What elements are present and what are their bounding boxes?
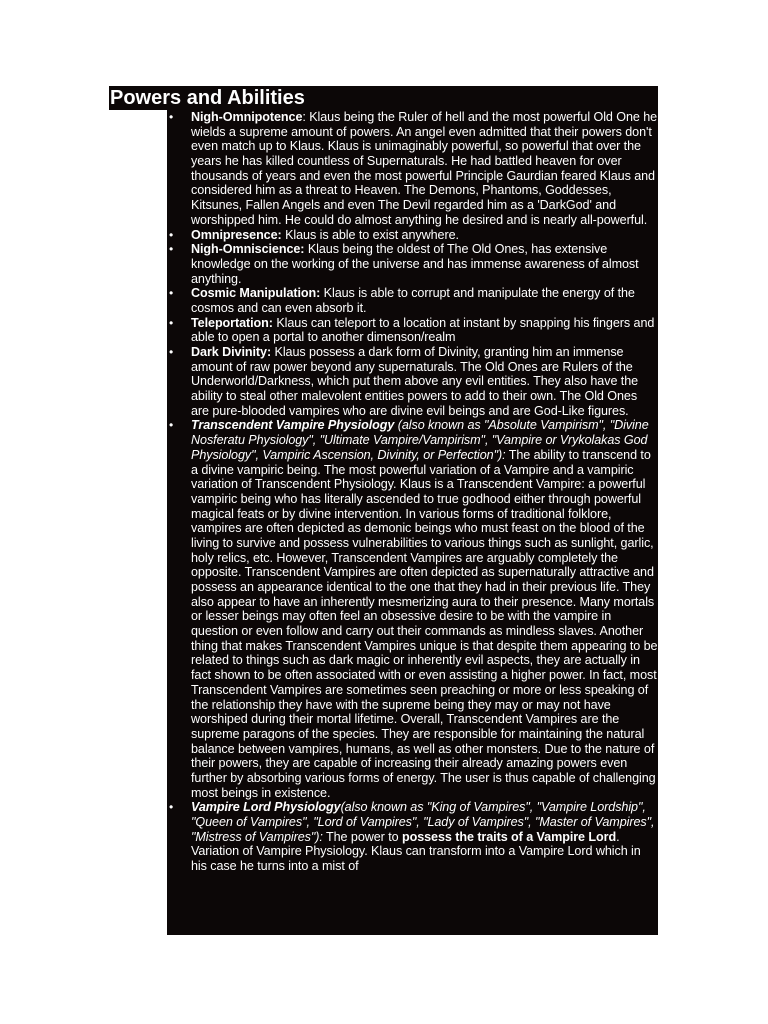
bullet-icon: • [169, 242, 174, 257]
abilities-block [167, 110, 658, 935]
ability-aliases: (also known as "Absolute Vampirism", "Divine Nosferatu Physiology", "Ultimate Vampire/Vampirism", "Vampire or Vrykolakas God Physiology", Vampiric Ascension, Divinity, or Perfection"): [191, 418, 649, 462]
ability-item-nigh-omniscience [169, 242, 658, 286]
ability-description-end: . Variation of Vampire Physiology. Klaus can transform into a Vampire Lord which in his case he turns into a mist of [191, 829, 641, 874]
ability-item-omnipresence [169, 227, 658, 243]
ability-aliases: (also known as "King of Vampires", "Vampire Lordship", "Queen of Vampires", "Lord of Vampires", "Lady of Vampires", "Master of Vampires", "Mistress of Vampires"): [191, 800, 655, 844]
ability-name: Vampire Lord Physiology [191, 800, 341, 815]
bullet-icon: • [169, 418, 174, 433]
bullet-icon: • [169, 315, 174, 330]
abilities-list [167, 110, 658, 874]
ability-name-separator: : [302, 110, 310, 124]
ability-name: Cosmic Manipulation: [191, 286, 321, 301]
ability-name: Nigh-Omniscience: [191, 242, 305, 257]
ability-emphasis: possess the traits of a Vampire Lord [401, 829, 617, 844]
ability-name: Nigh-Omnipotence [191, 110, 303, 124]
bullet-icon: • [169, 345, 174, 359]
bullet-icon: • [169, 227, 174, 242]
ability-item-nigh-omnipotence [169, 110, 658, 228]
ability-item-teleportation [169, 315, 658, 345]
bullet-icon: • [169, 110, 174, 124]
ability-description: The power to [322, 829, 402, 844]
bullet-icon: • [169, 800, 174, 815]
ability-item-transcendent-vampire-physiology [169, 418, 658, 800]
ability-name: Omnipresence: [191, 227, 282, 242]
ability-name: Teleportation: [191, 315, 273, 330]
ability-description: Klaus being the oldest of The Old Ones, has extensive knowledge on the working of the universe and has immense awareness of almost anything. [191, 242, 639, 286]
ability-description: Klaus is able to exist anywhere. [281, 227, 459, 242]
ability-description: Klaus can teleport to a location at instant by snapping his fingers and able to open a portal to another dimenson/realm [191, 315, 655, 345]
ability-item-cosmic-manipulation [169, 286, 658, 315]
ability-name: Transcendent Vampire Physiology [191, 418, 395, 433]
ability-item-dark-divinity [169, 345, 658, 418]
ability-description: Klaus is able to corrupt and manipulate the energy of the cosmos and can even absorb it. [191, 286, 635, 315]
ability-description: Klaus possess a dark form of Divinity, granting him an immense amount of raw power beyond any supernaturals. The Old Ones are Rulers of the Underworld/Darkness, which put them above any evil entities. They also have the ability to steal other malevolent entities powers to add to their own. The Old Ones are pure-blooded vampires who are divine evil beings and are God-Like figures. [191, 345, 639, 418]
ability-description: The ability to transcend to a divine vampiric being. The most powerful variation of a Vampire and a vampiric variation of Transcendent Physiology. Klaus is a Transcendent Vampire: a powerful vampiric being who has literally ascended to true godhood either through powerful magical feats or by divine intervention. In various forms of traditional folklore, vampires are often depicted as demonic beings who must feast on the blood of the living to survive and possess vulnerabilities to various things such as sunlight, garlic, holy relics, etc. However, Transcendent Vampires are arguably completely the opposite. Transcendent Vampires are often depicted as supernaturally attractive and possess an appearance identical to the one that they had in their previous life. They also appear to have an inherently mesmerizing aura to their presence. Many mortals or lesser beings may often feel an obsessive desire to be with the vampire in question or even follow and carry out their commands as mindless slaves. Another thing that makes Transcendent Vampires unique is that despite them appearing to be related to things such as dark magic or inherently evil aspects, they are actually in fact shown to be often associated with or even assisting a higher power. In fact, most Transcendent Vampires are sometimes seen preaching or more or less speaking of the relationship they have with the supreme being they may or may not have worshiped during their mortal lifetime. Overall, Transcendent Vampires are the supreme paragons of the species. They are responsible for maintaining the natural balance between vampires, humans, as well as other monsters. Due to the nature of their powers, they are capable of increasing their already amazing powers even further by absorbing various forms of energy. The user is thus capable of challenging most beings in existence. [191, 447, 658, 800]
bullet-icon: • [169, 286, 174, 301]
ability-name: Dark Divinity: [191, 345, 272, 359]
ability-description: Klaus being the Ruler of hell and the most powerful Old One he wields a supreme amount of powers. An angel even admitted that their powers don't even match up to Klaus. Klaus is unimaginably powerful, so powerful that over the years he has killed countless of Supernaturals. He had battled heaven for over thousands of years and even the most powerful Principle Gaurdian feared Klaus and considered him as a threat to Heaven. The Demons, Phantoms, Goddesses, Kitsunes, Fallen Angels and even The Devil regarded him as a 'DarkGod' and worshipped him. He could do almost anything he desired and is nearly all-powerful. [191, 110, 658, 227]
section-heading: Powers and Abilities [110, 87, 305, 109]
ability-item-vampire-lord-physiology [169, 800, 658, 874]
